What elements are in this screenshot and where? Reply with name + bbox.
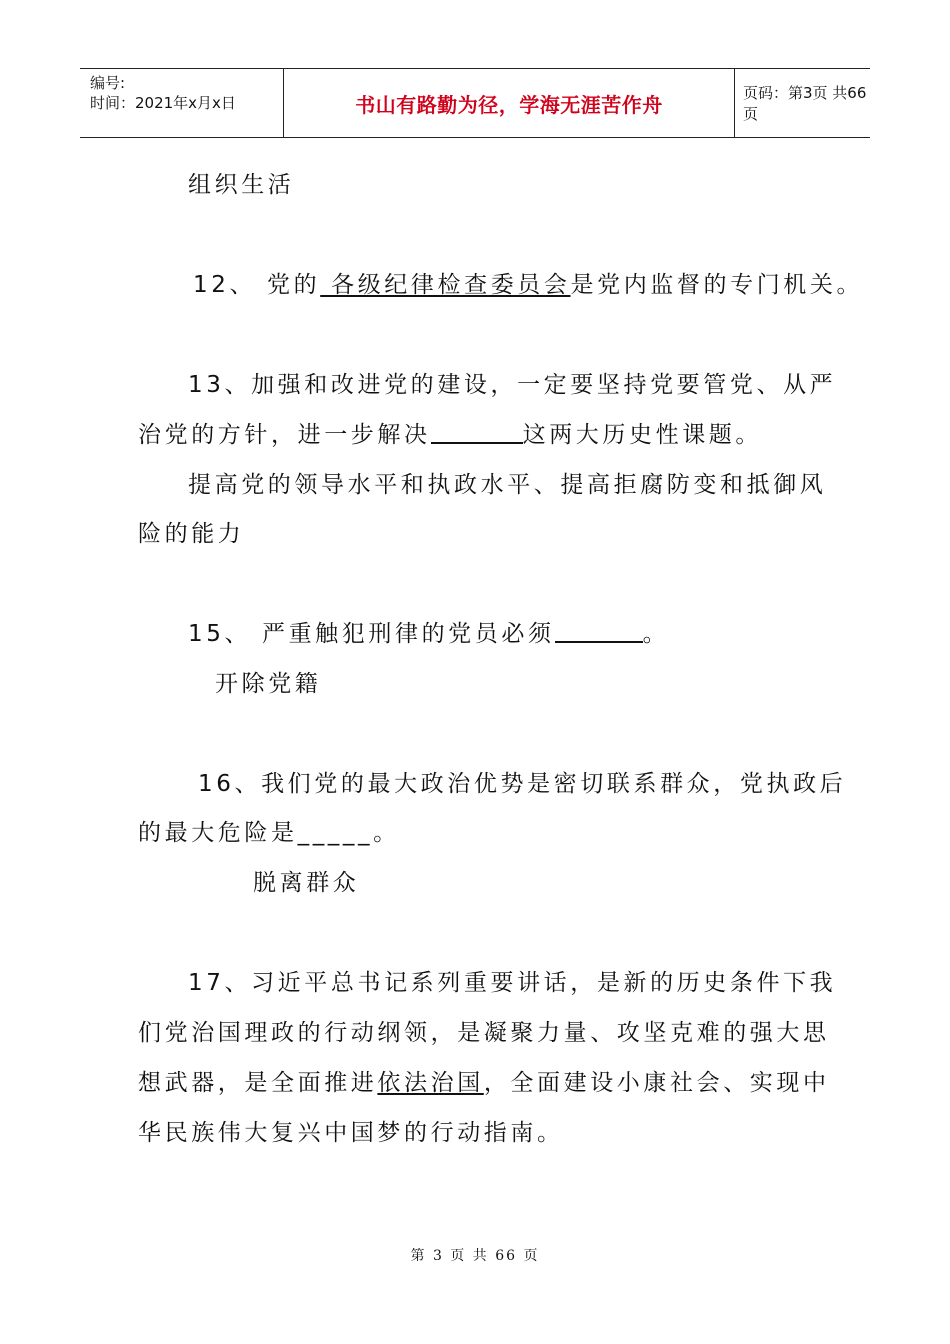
header-page-info: 页码：第3页 共66页 xyxy=(743,84,867,123)
answer-blank xyxy=(555,619,643,643)
answer-11: 组织生活 xyxy=(188,172,295,198)
answer-blank xyxy=(431,420,523,444)
question-17-line-3-prefix: 想武器，是全面推进 xyxy=(138,1070,378,1096)
question-16-line-2-suffix: 。 xyxy=(373,820,400,846)
question-16-line-1: 16、我们党的最大政治优势是密切联系群众，党执政后 xyxy=(198,771,847,797)
question-13-line-1: 13、加强和改进党的建设，一定要坚持党要管党、从严 xyxy=(188,372,837,398)
question-15-suffix: 。 xyxy=(642,621,670,647)
header-motto: 书山有路勤为径，学海无涯苦作舟 xyxy=(355,92,663,117)
question-17-line-3 xyxy=(138,1068,830,1098)
question-12 xyxy=(193,270,863,300)
document-date: 时间：2021年x月x日 xyxy=(90,94,236,112)
document-number-label: 编号: xyxy=(90,74,126,92)
answer-13-line-1: 提高党的领导水平和执政水平、提高拒腐防变和抵御风 xyxy=(188,472,827,498)
question-12-prefix: 12、 党的 xyxy=(193,272,321,298)
question-12-answer: 各级纪律检查委员会 xyxy=(320,272,571,298)
question-17-answer: 依法治国 xyxy=(377,1070,484,1096)
answer-16: 脱离群众 xyxy=(253,870,360,896)
question-17-line-1: 17、习近平总书记系列重要讲话，是新的历史条件下我 xyxy=(188,970,837,996)
question-13-line-2-prefix: 治党的方针，进一步解决 xyxy=(138,422,431,448)
question-13-line-2-suffix: 这两大历史性课题。 xyxy=(522,422,763,448)
answer-13-line-2: 险的能力 xyxy=(138,521,245,547)
document-header xyxy=(80,68,870,138)
header-motto-cell xyxy=(283,69,735,137)
question-12-suffix: 是党内监督的专门机关。 xyxy=(570,272,864,298)
header-meta-cell xyxy=(80,69,283,137)
page-footer: 第 3 页 共 66 页 xyxy=(410,1248,540,1264)
answer-15: 开除党籍 xyxy=(215,671,322,697)
question-17-line-4: 华民族伟大复兴中国梦的行动指南。 xyxy=(138,1120,564,1146)
header-page-cell xyxy=(735,69,870,137)
question-15-prefix: 15、 严重触犯刑律的党员必须 xyxy=(188,621,555,647)
question-16-blank: _____ xyxy=(297,820,374,846)
question-16-line-2 xyxy=(138,818,400,848)
question-13-line-2 xyxy=(138,420,762,450)
question-17-line-3-suffix: ，全面建设小康社会、实现中 xyxy=(483,1070,830,1096)
question-16-line-2-prefix: 的最大危险是 xyxy=(138,820,298,846)
question-15 xyxy=(188,619,669,649)
question-17-line-2: 们党治国理政的行动纲领，是凝聚力量、攻坚克难的强大思 xyxy=(138,1020,830,1046)
